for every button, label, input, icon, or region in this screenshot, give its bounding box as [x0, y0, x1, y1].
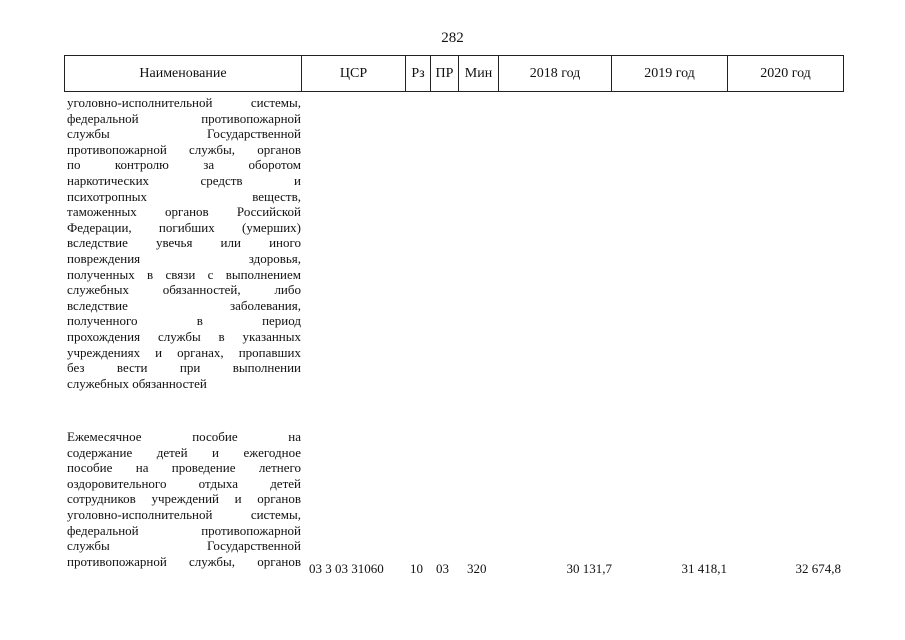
header-2019: 2019 год — [612, 56, 728, 91]
cell-2020: 32 674,8 — [795, 561, 841, 576]
header-name: Наименование — [65, 56, 302, 91]
row-name-paragraph-1 — [67, 95, 301, 391]
text-line: психотропных веществ, — [67, 188, 301, 204]
header-2018: 2018 год — [499, 56, 612, 91]
cell-rz: 10 — [410, 561, 423, 576]
cell-csr: 03 3 03 31060 — [309, 561, 384, 576]
text-line: служебных обязанностей — [67, 375, 207, 391]
text-line: полученного в период — [67, 313, 301, 329]
table-header — [64, 55, 844, 92]
text-line: сотрудников учреждений и органов — [67, 491, 301, 507]
text-line: службы Государственной — [67, 126, 301, 142]
text-line: пособие на проведение летнего — [67, 460, 301, 476]
text-line: учреждениях и органах, пропавших — [67, 344, 301, 360]
text-line: противопожарной службы, органов — [67, 141, 301, 157]
header-rz: Рз — [406, 56, 431, 91]
header-min: Мин — [459, 56, 499, 91]
header-csr: ЦСР — [302, 56, 406, 91]
text-line: вследствие заболевания, — [67, 297, 301, 313]
header-2020: 2020 год — [760, 65, 811, 81]
text-line: оздоровительного отдыха детей — [67, 475, 301, 491]
text-line: уголовно-исполнительной системы, — [67, 95, 301, 110]
page-number: 282 — [441, 30, 464, 46]
text-line: Федерации, погибших (умерших) — [67, 219, 301, 235]
cell-2018: 30 131,7 — [566, 561, 612, 576]
table-row-values — [0, 561, 905, 579]
text-line: прохождения службы в указанных — [67, 328, 301, 344]
text-line: вследствие увечья или иного — [67, 235, 301, 251]
text-line: федеральной противопожарной — [67, 522, 301, 538]
text-line: Ежемесячное пособие на — [67, 429, 301, 444]
row-name-paragraph-2 — [67, 429, 301, 569]
text-line: повреждения здоровья, — [67, 250, 301, 266]
text-line: таможенных органов Российской — [67, 204, 301, 220]
text-line: полученных в связи с выполнением — [67, 266, 301, 282]
header-pr: ПР — [431, 56, 459, 91]
text-line: по контролю за оборотом — [67, 157, 301, 173]
cell-pr: 03 — [436, 561, 449, 576]
text-line: федеральной противопожарной — [67, 110, 301, 126]
text-line: наркотических средств и — [67, 172, 301, 188]
text-line: противопожарной службы, органов — [67, 553, 301, 569]
text-line: службы Государственной — [67, 538, 301, 554]
text-line: содержание детей и ежегодное — [67, 444, 301, 460]
cell-2019: 31 418,1 — [681, 561, 727, 576]
text-line: без вести при выполнении — [67, 360, 301, 376]
cell-min: 320 — [467, 561, 487, 576]
text-line: служебных обязанностей, либо — [67, 282, 301, 298]
text-line: уголовно-исполнительной системы, — [67, 506, 301, 522]
